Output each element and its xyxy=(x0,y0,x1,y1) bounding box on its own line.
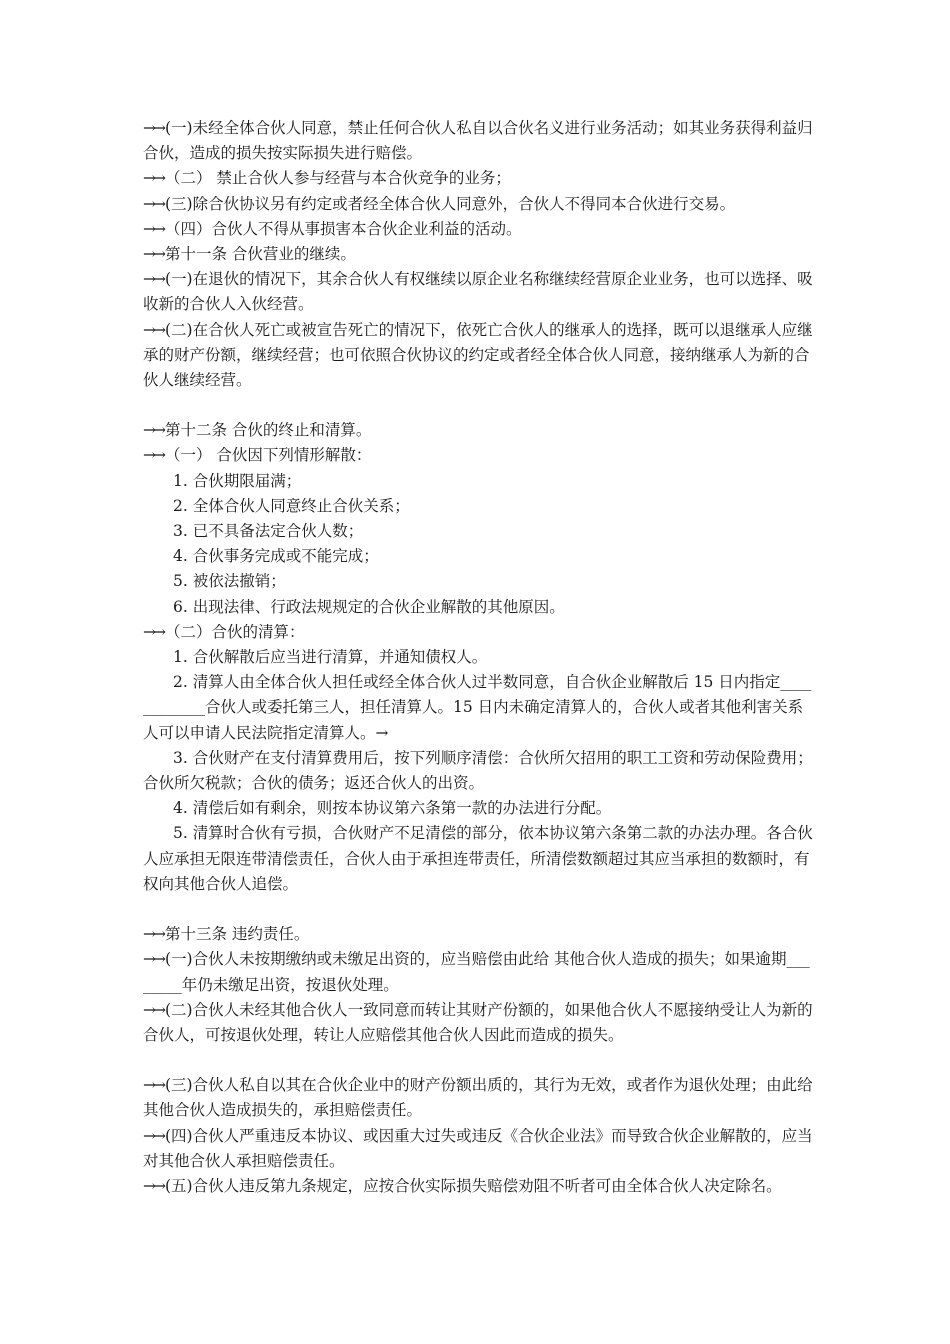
paragraph xyxy=(143,192,813,217)
tab-marker: →→ xyxy=(143,245,163,264)
paragraph-spacer xyxy=(143,897,813,922)
paragraph-text: （二） 禁止合伙人参与经营与本合伙竞争的业务； xyxy=(164,169,511,188)
paragraph-text: (四)合伙人严重违反本协议、或因重大过失或违反《合伙企业法》而导致合伙企业解散的，应当对其他合伙人承担赔偿责任。 xyxy=(143,1126,813,1170)
paragraph-text: (一)未经全体合伙人同意，禁止任何合伙人私自以合伙名义进行业务活动；如其业务获得利益归合伙，造成的损失按实际损失进行赔偿。 xyxy=(143,119,813,163)
tab-marker: →→ xyxy=(143,446,163,465)
tab-marker: →→ xyxy=(143,925,163,944)
paragraph xyxy=(143,217,813,242)
paragraph xyxy=(143,469,813,494)
paragraph xyxy=(143,267,813,317)
paragraph xyxy=(143,645,813,670)
tab-marker: →→ xyxy=(143,1126,163,1145)
paragraph-text: （一） 合伙因下列情形解散： xyxy=(164,446,372,465)
paragraph-text: (一)合伙人未按期缴纳或未缴足出资的，应当赔偿由此给 其他合伙人造成的损失；如果逾期________年仍未缴足出资，按退伙处理。 xyxy=(143,950,810,994)
paragraph xyxy=(143,494,813,519)
paragraph xyxy=(143,418,813,443)
paragraph-text: （二）合伙的清算： xyxy=(164,622,305,641)
tab-marker: →→ xyxy=(143,169,163,188)
paragraph-text: 第十三条 违约责任。 xyxy=(164,925,310,944)
paragraph xyxy=(143,166,813,191)
paragraph-text: （四）合伙人不得从事损害本合伙企业利益的活动。 xyxy=(164,219,522,238)
paragraph-text: 2. 清算人由全体合伙人担任或经全体合伙人过半数同意，自合伙企业解散后 15 日内指定____________合伙人或委托第三人，担任清算人。15 日内未确定清算人的，合伙人或者其他利害关系人可以申请人民法院指定清算人。→ xyxy=(143,673,812,742)
paragraph xyxy=(143,620,813,645)
paragraph-text: 6. 出现法律、行政法规规定的合伙企业解散的其他原因。 xyxy=(173,597,565,616)
tab-marker: →→ xyxy=(143,219,163,238)
tab-marker: →→ xyxy=(143,1076,163,1095)
tab-marker: →→ xyxy=(143,1000,163,1019)
tab-marker: →→ xyxy=(143,1176,163,1195)
paragraph-text: 5. 被依法撤销； xyxy=(173,572,286,591)
paragraph xyxy=(143,318,813,394)
tab-marker: →→ xyxy=(143,119,163,137)
paragraph-text: 3. 已不具备法定合伙人数； xyxy=(173,522,364,541)
paragraph-spacer xyxy=(143,1048,813,1073)
paragraph-text: (五)合伙人违反第九条规定，应按合伙实际损失赔偿劝阻不听者可由全体合伙人决定除名。 xyxy=(164,1176,782,1195)
paragraph xyxy=(143,116,813,166)
paragraph xyxy=(143,1124,813,1174)
paragraph-text: 第十二条 合伙的终止和清算。 xyxy=(164,421,372,440)
paragraph-text: (一)在退伙的情况下，其余合伙人有权继续以原企业名称继续经营原企业业务，也可以选择、吸收新的合伙人入伙经营。 xyxy=(143,270,813,314)
paragraph-text: (三)除合伙协议另有约定或者经全体合伙人同意外，合伙人不得同本合伙进行交易。 xyxy=(164,194,736,213)
paragraph-text: 4. 合伙事务完成或不能完成； xyxy=(173,547,379,566)
paragraph-text: 5. 清算时合伙有亏损，合伙财产不足清偿的部分，依本协议第六条第二款的办法办理。各合伙人应承担无限连带清偿责任，合伙人由于承担连带责任，所清偿数额超过其应当承担的数额时，有权向其他合伙人追偿。 xyxy=(143,824,813,893)
paragraph xyxy=(143,922,813,947)
paragraph xyxy=(143,998,813,1048)
paragraph xyxy=(143,569,813,594)
paragraph-text: (二)合伙人未经其他合伙人一致同意而转让其财产份额的，如果他合伙人不愿接纳受让人为新的合伙人，可按退伙处理，转让人应赔偿其他合伙人因此而造成的损失。 xyxy=(143,1000,813,1044)
paragraph xyxy=(143,443,813,468)
paragraph-spacer xyxy=(143,393,813,418)
tab-marker: →→ xyxy=(143,421,163,440)
paragraph xyxy=(143,519,813,544)
document-body xyxy=(143,116,813,1199)
paragraph-text: 第十一条 合伙营业的继续。 xyxy=(164,245,356,264)
paragraph xyxy=(143,670,813,746)
paragraph xyxy=(143,821,813,897)
tab-marker: →→ xyxy=(143,194,163,213)
paragraph-text: (二)在合伙人死亡或被宣告死亡的情况下，依死亡合伙人的继承人的选择，既可以退继承人应继承的财产份额，继续经营；也可依照合伙协议的约定或者经全体合伙人同意，接纳继承人为新的合伙人继续经营。 xyxy=(143,320,813,390)
paragraph-text: 1. 合伙解散后应当进行清算，并通知债权人。 xyxy=(173,648,488,667)
paragraph xyxy=(143,242,813,267)
paragraph-text: 1. 合伙期限届满； xyxy=(173,471,302,490)
tab-marker: →→ xyxy=(143,320,163,339)
paragraph xyxy=(143,796,813,821)
paragraph xyxy=(143,1073,813,1123)
paragraph xyxy=(143,746,813,796)
paragraph xyxy=(143,1174,813,1199)
tab-marker: →→ xyxy=(143,950,163,969)
paragraph-text: 3. 合伙财产在支付清算费用后，按下列顺序清偿：合伙所欠招用的职工工资和劳动保险费用；合伙所欠税款；合伙的债务；返还合伙人的出资。 xyxy=(143,748,813,793)
tab-marker: →→ xyxy=(143,270,163,289)
paragraph-text: 2. 全体合伙人同意终止合伙关系； xyxy=(173,496,410,515)
paragraph xyxy=(143,544,813,569)
paragraph-text: 4. 清偿后如有剩余，则按本协议第六条第一款的办法进行分配。 xyxy=(173,799,612,818)
paragraph-text: (三)合伙人私自以其在合伙企业中的财产份额出质的，其行为无效，或者作为退伙处理；由此给其他合伙人造成损失的，承担赔偿责任。 xyxy=(143,1076,813,1120)
paragraph xyxy=(143,595,813,620)
tab-marker: →→ xyxy=(143,622,163,641)
paragraph xyxy=(143,947,813,997)
